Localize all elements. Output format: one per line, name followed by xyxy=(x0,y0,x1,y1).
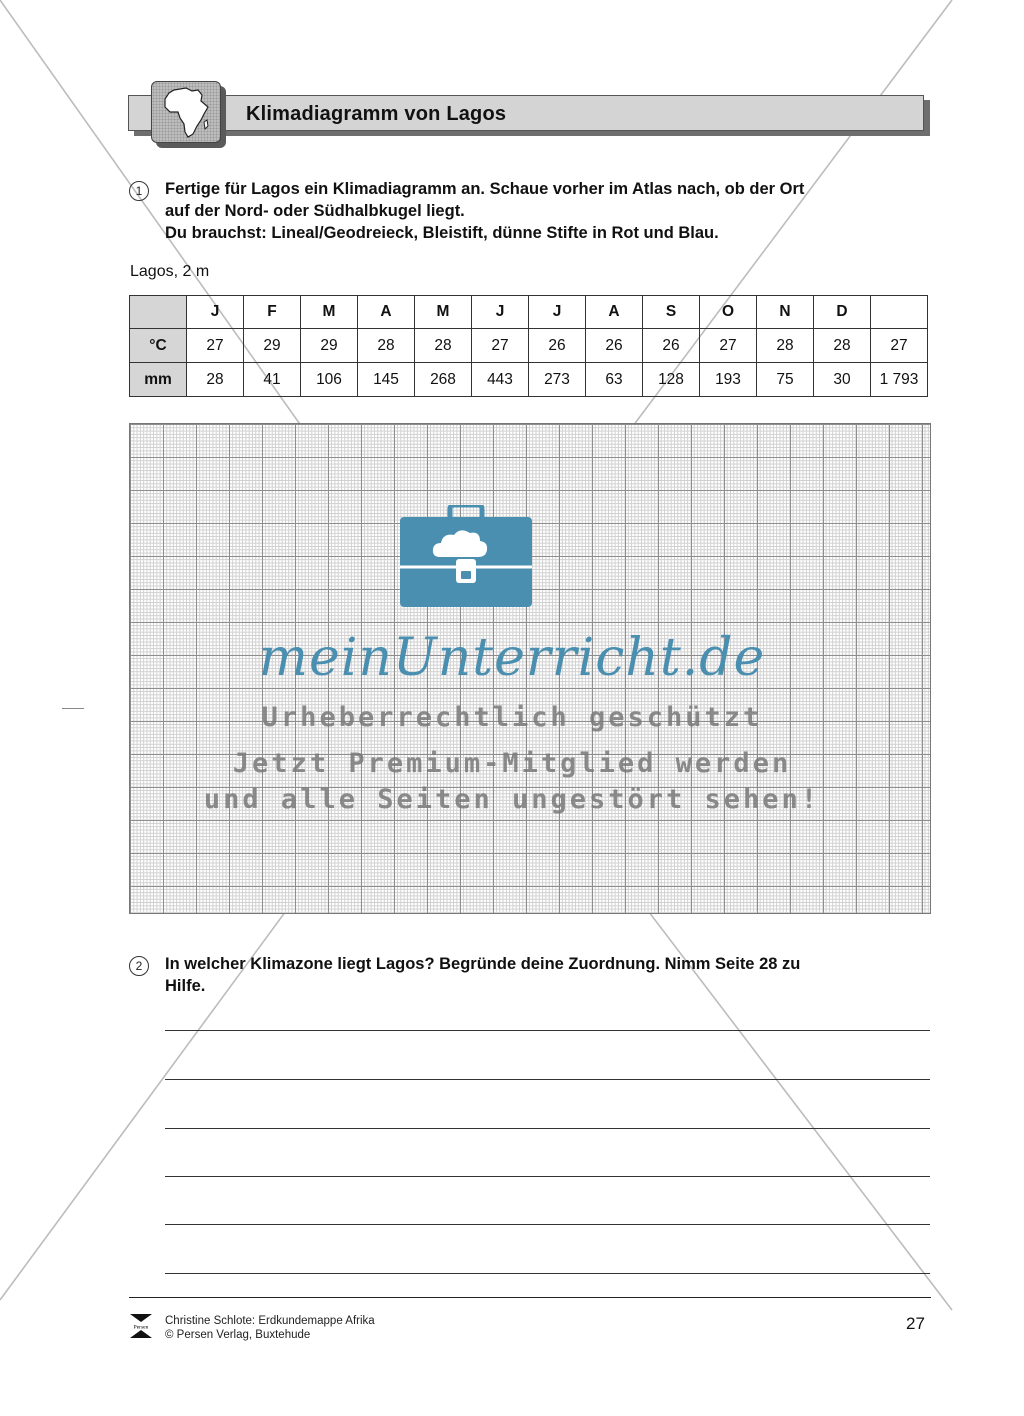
answer-line[interactable] xyxy=(165,1176,930,1177)
month-header: N xyxy=(757,296,814,329)
precipitation-cell: 145 xyxy=(358,363,415,397)
watermark-line-3: und alle Seiten ungestört sehen! xyxy=(203,784,821,815)
task-2-line: In welcher Klimazone liegt Lagos? Begründe deine Zuordnung. Nimm Seite 28 zu xyxy=(165,955,801,973)
answer-line[interactable] xyxy=(165,1030,930,1031)
temperature-cell: 28 xyxy=(757,329,814,363)
answer-line[interactable] xyxy=(165,1224,930,1225)
month-header: J xyxy=(472,296,529,329)
precipitation-cell: 41 xyxy=(244,363,301,397)
temperature-average-cell: 27 xyxy=(871,329,928,363)
month-header: D xyxy=(814,296,871,329)
answer-line[interactable] xyxy=(165,1079,930,1080)
month-header: A xyxy=(586,296,643,329)
precipitation-cell: 273 xyxy=(529,363,586,397)
precipitation-cell: 63 xyxy=(586,363,643,397)
month-header: O xyxy=(700,296,757,329)
africa-map-icon xyxy=(151,81,221,143)
month-header: J xyxy=(529,296,586,329)
precipitation-cell: 193 xyxy=(700,363,757,397)
temperature-cell: 28 xyxy=(814,329,871,363)
footer-credits xyxy=(165,1314,375,1342)
persen-logo xyxy=(128,1313,154,1344)
temperature-row xyxy=(130,329,928,363)
station-label: Lagos, 2 m xyxy=(130,263,210,280)
climate-table xyxy=(129,295,928,397)
footer-rule xyxy=(129,1297,931,1298)
watermark-line-1: Urheberrechtlich geschützt xyxy=(261,702,763,733)
watermark-brand: meinUnterricht.de xyxy=(258,628,766,688)
precipitation-cell: 106 xyxy=(301,363,358,397)
month-header: S xyxy=(643,296,700,329)
temperature-row-label: °C xyxy=(130,329,187,363)
task-number-1: 1 xyxy=(129,181,149,201)
page-title: Klimadiagramm von Lagos xyxy=(246,103,507,125)
temperature-cell: 27 xyxy=(187,329,244,363)
table-corner-cell xyxy=(130,296,187,329)
month-header: A xyxy=(358,296,415,329)
precipitation-row xyxy=(130,363,928,397)
precipitation-cell: 443 xyxy=(472,363,529,397)
total-header-cell xyxy=(871,296,928,329)
month-header: M xyxy=(301,296,358,329)
precipitation-cell: 30 xyxy=(814,363,871,397)
temperature-cell: 28 xyxy=(358,329,415,363)
precipitation-cell: 75 xyxy=(757,363,814,397)
persen-logo-text: Persen xyxy=(133,1324,149,1331)
task-1-line: Du brauchst: Lineal/Geodreieck, Bleistift, dünne Stifte in Rot und Blau. xyxy=(165,224,719,242)
precipitation-cell: 28 xyxy=(187,363,244,397)
month-header: M xyxy=(415,296,472,329)
task-1-text xyxy=(165,178,804,244)
task-2-line: Hilfe. xyxy=(165,977,206,995)
precipitation-cell: 268 xyxy=(415,363,472,397)
task-1-line: auf der Nord- oder Südhalbkugel liegt. xyxy=(165,202,465,220)
temperature-cell: 26 xyxy=(529,329,586,363)
precipitation-cell: 128 xyxy=(643,363,700,397)
briefcase-cloud-icon xyxy=(398,505,534,614)
footer-author-line: Christine Schlote: Erdkundemappe Afrika xyxy=(165,1315,375,1327)
answer-line[interactable] xyxy=(165,1128,930,1129)
task-number-2: 2 xyxy=(129,956,149,976)
temperature-cell: 28 xyxy=(415,329,472,363)
month-header: F xyxy=(244,296,301,329)
answer-line[interactable] xyxy=(165,1273,930,1274)
precipitation-total-cell: 1 793 xyxy=(871,363,928,397)
temperature-cell: 26 xyxy=(643,329,700,363)
task-1-line: Fertige für Lagos ein Klimadiagramm an. Schaue vorher im Atlas nach, ob der Ort xyxy=(165,180,805,198)
task-2-text xyxy=(165,953,800,997)
temperature-cell: 27 xyxy=(472,329,529,363)
precipitation-row-label: mm xyxy=(130,363,187,397)
month-header: J xyxy=(187,296,244,329)
temperature-cell: 26 xyxy=(586,329,643,363)
month-header-row xyxy=(130,296,928,329)
temperature-cell: 29 xyxy=(301,329,358,363)
watermark-line-2: Jetzt Premium-Mitglied werden xyxy=(232,748,792,779)
temperature-cell: 27 xyxy=(700,329,757,363)
temperature-cell: 29 xyxy=(244,329,301,363)
page-number: 27 xyxy=(906,1314,925,1333)
footer-copyright-line: © Persen Verlag, Buxtehude xyxy=(165,1329,311,1341)
